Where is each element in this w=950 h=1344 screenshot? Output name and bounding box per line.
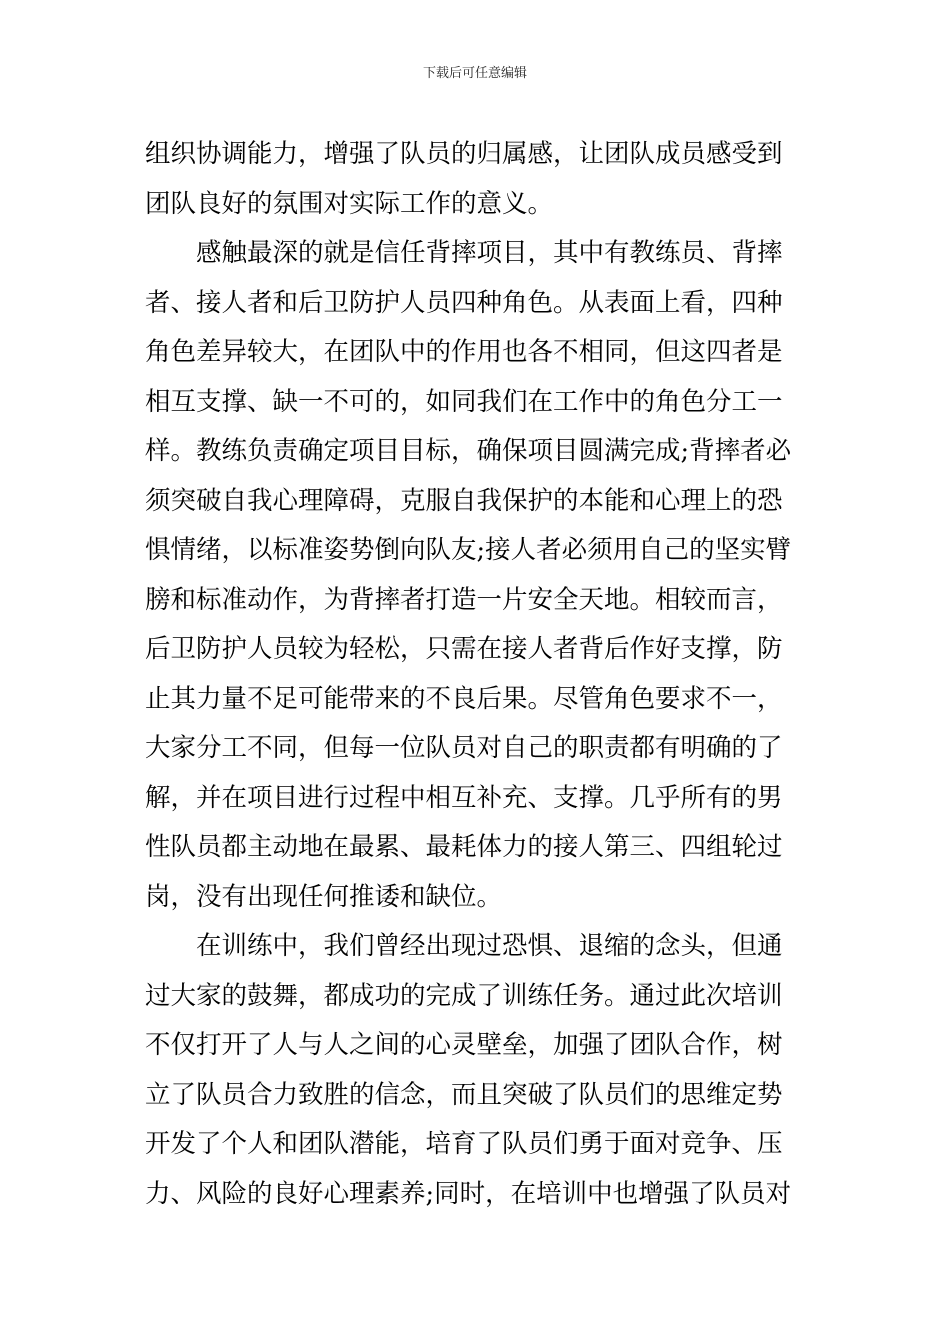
text-line: 者、接人者和后卫防护人员四种角色。从表面上看，四种: [145, 287, 783, 318]
page-header: 下载后可任意编辑: [422, 66, 527, 81]
text-line: 立了队员合力致胜的信念，而且突破了队员们的思维定势: [145, 1079, 783, 1110]
text-line: 惧情绪，以标准姿势倒向队友;接人者必须用自己的坚实臂: [145, 535, 792, 565]
text-line: 不仅打开了人与人之间的心灵壁垒，加强了团队合作，树: [145, 1030, 783, 1060]
text-line: 解，并在项目进行过程中相互补充、支撑。几乎所有的男: [145, 782, 783, 813]
text-line: 在训练中，我们曾经出现过恐惧、退缩的念头，但通: [196, 931, 783, 961]
text-line: 后卫防护人员较为轻松，只需在接人者背后作好支撑，防: [145, 634, 783, 664]
text-line: 开发了个人和团队潜能，培育了队员们勇于面对竞争、压: [145, 1129, 783, 1159]
text-line: 角色差异较大，在团队中的作用也各不相同，但这四者是: [145, 337, 783, 367]
text-line: 大家分工不同，但每一位队员对自己的职责都有明确的了: [145, 733, 783, 763]
document-body: [145, 130, 807, 1219]
text-line: 样。教练负责确定项目目标，确保项目圆满完成;背摔者必: [145, 436, 792, 466]
text-line: 团队良好的氛围对实际工作的意义。: [145, 188, 554, 219]
text-line: 膀和标准动作，为背摔者打造一片安全天地。相较而言，: [145, 584, 783, 615]
text-line: 止其力量不足可能带来的不良后果。尽管角色要求不一，: [145, 683, 783, 714]
paragraph-1: [145, 130, 807, 229]
text-line: 感触最深的就是信任背摔项目，其中有教练员、背摔: [196, 238, 783, 268]
text-line: 组织协调能力，增强了队员的归属感，让团队成员感受到: [145, 139, 783, 169]
text-line: 岗，没有出现任何推诿和缺位。: [145, 881, 503, 912]
text-line: 过大家的鼓舞，都成功的完成了训练任务。通过此次培训: [145, 980, 783, 1011]
text-line: 力、风险的良好心理素养;同时，在培训中也增强了队员对: [145, 1178, 792, 1209]
text-line: 性队员都主动地在最累、最耗体力的接人第三、四组轮过: [145, 832, 783, 862]
text-line: 须突破自我心理障碍，克服自我保护的本能和心理上的恐: [145, 485, 783, 516]
text-line: 相互支撑、缺一不可的，如同我们在工作中的角色分工一: [145, 386, 783, 417]
paragraph-2: [145, 229, 807, 922]
paragraph-3: [145, 922, 807, 1219]
